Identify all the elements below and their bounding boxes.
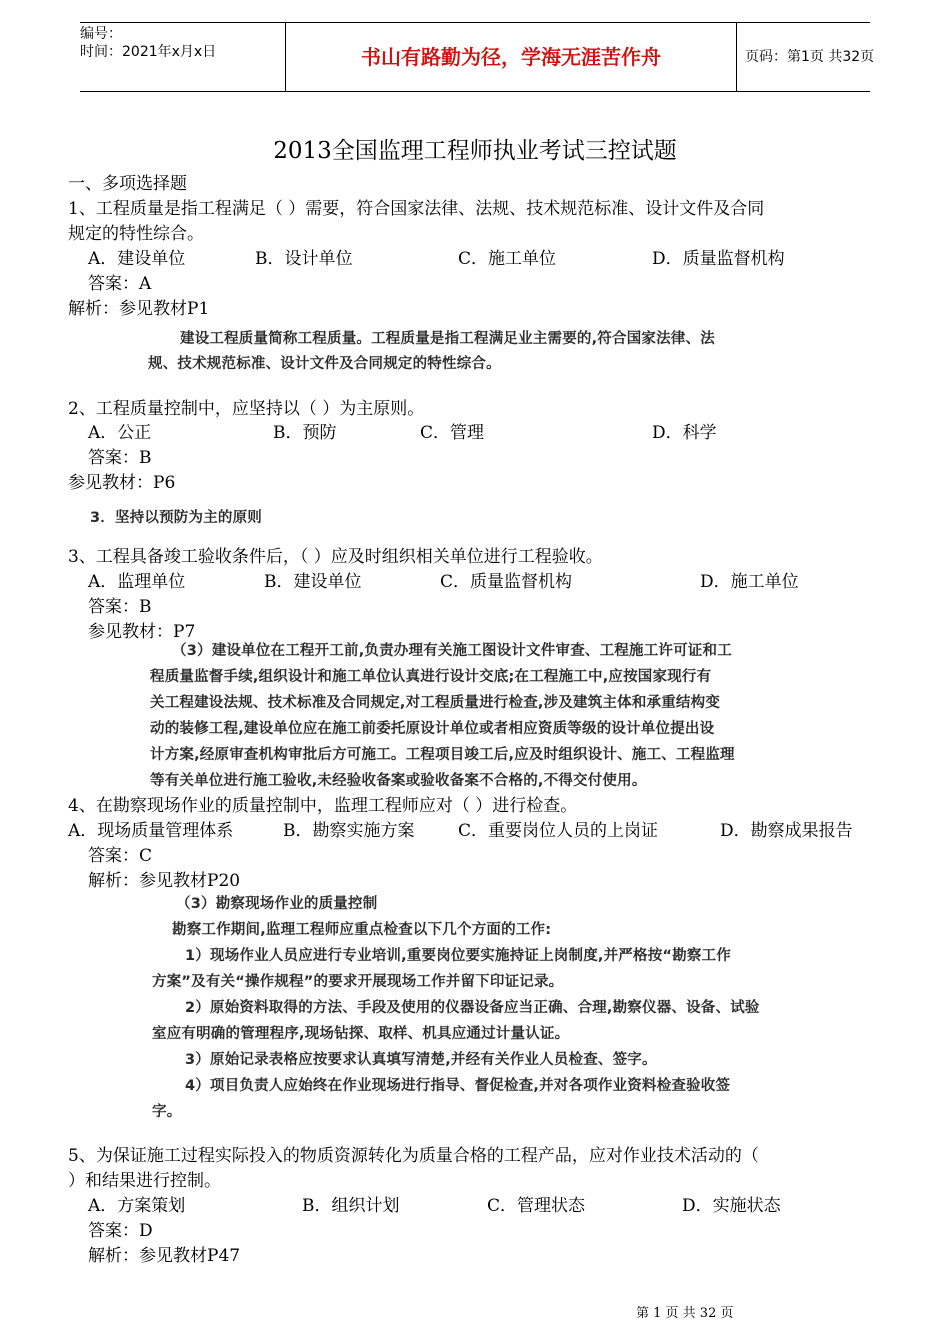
q3-option-b: B．建设单位 bbox=[264, 572, 362, 592]
page-title: 2013全国监理工程师执业考试三控试题 bbox=[273, 138, 677, 164]
q1-option-c: C．施工单位 bbox=[458, 249, 557, 269]
q4-excerpt-line: 3）原始记录表格应按要求认真填写清楚,并经有关作业人员检查、签字。 bbox=[185, 1052, 657, 1068]
q3-excerpt-line: 程质量监督手续,组织设计和施工单位认真进行设计交底;在工程施工中,应按国家现行有 bbox=[150, 669, 712, 685]
q1-option-a: A．建设单位 bbox=[88, 249, 186, 269]
doc-code-label: 编号： bbox=[80, 26, 122, 42]
q2-option-c: C．管理 bbox=[420, 423, 485, 443]
q4-excerpt-line: 方案”及有关“操作规程”的要求开展现场工作并留下印证记录。 bbox=[152, 974, 564, 990]
q4-option-a: A．现场质量管理体系 bbox=[68, 821, 234, 841]
q5-reference: 解析：参见教材P47 bbox=[88, 1246, 241, 1266]
q3-excerpt-line: 动的装修工程,建设单位应在施工前委托原设计单位或者相应资质等级的设计单位提出设 bbox=[150, 721, 715, 737]
q5-stem-line2: ）和结果进行控制。 bbox=[68, 1171, 221, 1191]
q2-option-d: D．科学 bbox=[652, 423, 717, 443]
q3-option-a: A．监理单位 bbox=[88, 572, 186, 592]
q1-stem-line1: 1、工程质量是指工程满足（ ）需要，符合国家法律、法规、技术规范标准、设计文件及合同 bbox=[68, 199, 765, 219]
q3-excerpt-line: 等有关单位进行施工验收,未经验收备案或验收备案不合格的,不得交付使用。 bbox=[150, 773, 647, 789]
header-motto: 书山有路勤为径，学海无涯苦作舟 bbox=[285, 23, 737, 91]
page-footer: 第 1 页 共 32 页 bbox=[636, 1306, 734, 1321]
q4-excerpt-line: 4）项目负责人应始终在作业现场进行指导、督促检查,并对各项作业资料检查验收签 bbox=[185, 1078, 731, 1094]
q4-excerpt-line: 1）现场作业人员应进行专业培训,重要岗位要实施持证上岗制度,并严格按“勘察工作 bbox=[185, 948, 731, 964]
q2-answer: 答案：B bbox=[88, 448, 152, 468]
q2-option-a: A．公正 bbox=[88, 423, 152, 443]
q3-reference: 参见教材：P7 bbox=[88, 622, 196, 642]
q2-option-b: B．预防 bbox=[273, 423, 337, 443]
q4-excerpt-line: 字。 bbox=[152, 1104, 182, 1120]
section-heading: 一、多项选择题 bbox=[68, 174, 187, 194]
q4-option-d: D．勘察成果报告 bbox=[720, 821, 853, 841]
q4-reference: 解析：参见教材P20 bbox=[88, 871, 241, 891]
q5-option-b: B．组织计划 bbox=[302, 1196, 400, 1216]
q2-reference: 参见教材：P6 bbox=[68, 473, 176, 493]
q3-answer: 答案：B bbox=[88, 597, 152, 617]
q5-option-d: D．实施状态 bbox=[682, 1196, 781, 1216]
q4-excerpt-line: 勘察工作期间,监理工程师应重点检查以下几个方面的工作: bbox=[172, 922, 552, 938]
doc-time-label: 时间：2021年x月x日 bbox=[80, 44, 217, 60]
q4-option-c: C．重要岗位人员的上岗证 bbox=[458, 821, 659, 841]
q3-stem: 3、工程具备竣工验收条件后，（ ）应及时组织相关单位进行工程验收。 bbox=[68, 547, 603, 567]
q3-option-c: C．质量监督机构 bbox=[440, 572, 573, 592]
q1-option-d: D．质量监督机构 bbox=[652, 249, 785, 269]
q5-option-c: C．管理状态 bbox=[487, 1196, 586, 1216]
q4-answer: 答案：C bbox=[88, 846, 153, 866]
q4-excerpt-line: 室应有明确的管理程序,现场钻探、取样、机具应通过计量认证。 bbox=[152, 1026, 570, 1042]
header-page-info: 页码：第1页 共32页 bbox=[745, 49, 875, 65]
q3-excerpt-line: 关工程建设法规、技术标准及合同规定,对工程质量进行检查,涉及建筑主体和承重结构变 bbox=[150, 695, 721, 711]
q2-excerpt-line: 3．坚持以预防为主的原则 bbox=[90, 510, 262, 526]
q3-option-d: D．施工单位 bbox=[700, 572, 799, 592]
q2-stem: 2、工程质量控制中，应坚持以（ ）为主原则。 bbox=[68, 399, 425, 419]
header-meta bbox=[80, 23, 285, 93]
q4-option-b: B．勘察实施方案 bbox=[283, 821, 415, 841]
q5-answer: 答案：D bbox=[88, 1221, 153, 1241]
page-header bbox=[80, 22, 875, 92]
q1-reference: 解析：参见教材P1 bbox=[68, 299, 210, 319]
q4-excerpt-line: （3）勘察现场作业的质量控制 bbox=[176, 896, 378, 912]
q1-excerpt-line: 规、技术规范标准、设计文件及合同规定的特性综合。 bbox=[148, 356, 501, 372]
q1-answer: 答案：A bbox=[88, 274, 152, 294]
q1-option-b: B．设计单位 bbox=[255, 249, 353, 269]
q4-stem: 4、在勘察现场作业的质量控制中，监理工程师应对（ ）进行检查。 bbox=[68, 796, 578, 816]
q5-option-a: A．方案策划 bbox=[88, 1196, 186, 1216]
q1-excerpt-line: 建设工程质量简称工程质量。工程质量是指工程满足业主需要的,符合国家法律、法 bbox=[180, 331, 715, 347]
q5-stem-line1: 5、为保证施工过程实际投入的物质资源转化为质量合格的工程产品，应对作业技术活动的（ bbox=[68, 1146, 759, 1166]
q3-excerpt-line: 计方案,经原审查机构审批后方可施工。工程项目竣工后,应及时组织设计、施工、工程监理 bbox=[150, 747, 735, 763]
q1-stem-line2: 规定的特性综合。 bbox=[68, 224, 204, 244]
q4-excerpt-line: 2）原始资料取得的方法、手段及使用的仪器设备应当正确、合理,勘察仪器、设备、试验 bbox=[185, 1000, 760, 1016]
q3-excerpt-line: （3）建设单位在工程开工前,负责办理有关施工图设计文件审查、工程施工许可证和工 bbox=[172, 643, 732, 659]
